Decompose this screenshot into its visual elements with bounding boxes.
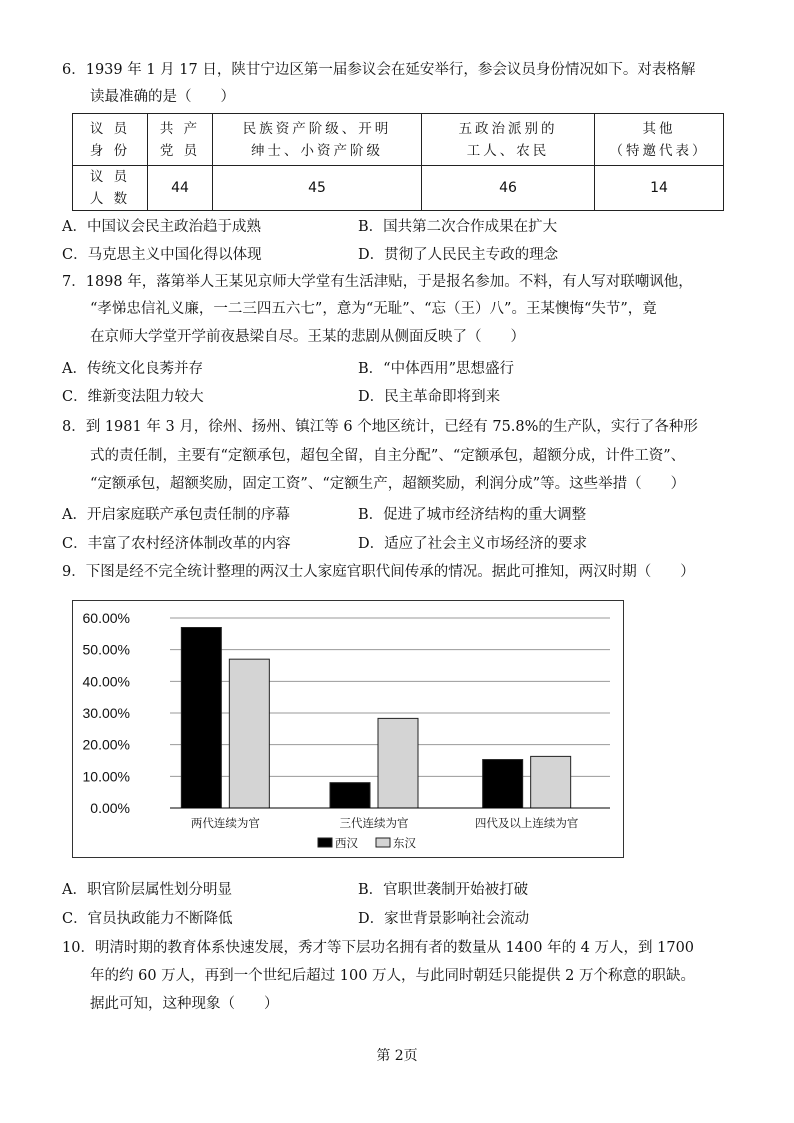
- y-tick-label: 30.00%: [82, 705, 130, 721]
- q6-option-b: B．国共第二次合作成果在扩大: [358, 219, 558, 235]
- q7-option-a: A．传统文化良莠并存: [62, 361, 203, 377]
- table-header-cell: 共 产 党 员: [148, 114, 213, 166]
- q7-stem-line1: 7．1898 年，落第举人王某见京师大学堂有生活津贴，于是报名参加。不料，有人写对联嘲讽他，: [62, 274, 693, 290]
- q9-option-d: D．家世背景影响社会流动: [358, 911, 530, 927]
- q6-stem-line2: 读最准确的是（ ）: [90, 89, 235, 105]
- legend-label: 东汉: [393, 836, 416, 850]
- q8-stem-line3: “定额承包，超额奖励，固定工资”、“定额生产，超额奖励，利润分成”等。这些举措（ ）: [90, 476, 686, 492]
- x-tick-label: 三代连续为官: [339, 816, 409, 830]
- q10-stem-line2: 年的约 60 万人，再到一个世纪后超过 100 万人，与此同时朝廷只能提供 2 万个称意的职缺。: [90, 968, 696, 984]
- bar-东汉-两代连续为官: [229, 659, 269, 808]
- q6-option-d: D．贯彻了人民民主专政的理念: [358, 247, 559, 263]
- y-tick-label: 50.00%: [82, 641, 130, 658]
- y-tick-label: 20.00%: [82, 736, 130, 753]
- x-tick-label: 两代连续为官: [190, 816, 260, 830]
- q9-stem-line1: 9．下图是经不完全统计整理的两汉士人家庭官职代间传承的情况。据此可推知，两汉时期（ ）: [62, 564, 695, 580]
- x-tick-label: 四代及以上连续为官: [474, 816, 579, 830]
- q9-option-b: B．官职世袭制开始被打破: [358, 882, 529, 898]
- q9-option-a: A．职官阶层属性划分明显: [62, 882, 232, 898]
- bar-西汉-四代及以上连续为官: [483, 760, 523, 808]
- table-cell: 46: [422, 166, 595, 211]
- q7-option-d: D．民主革命即将到来: [358, 389, 501, 405]
- legend-swatch: [376, 838, 390, 847]
- y-tick-label: 10.00%: [82, 768, 130, 785]
- q6-table: [72, 113, 724, 211]
- q10-stem-line3: 据此可知，这种现象（ ）: [90, 996, 279, 1012]
- legend-swatch: [318, 838, 332, 847]
- q7-stem-line3: 在京师大学堂开学前夜悬梁自尽。王某的悲剧从侧面反映了（ ）: [90, 329, 525, 345]
- q8-option-c: C．丰富了农村经济体制改革的内容: [62, 536, 291, 552]
- table-header-cell: 民族资产阶级、开明 绅士、小资产阶级: [213, 114, 422, 166]
- bar-西汉-两代连续为官: [181, 628, 221, 809]
- q6-option-a: A．中国议会民主政治趋于成熟: [62, 219, 261, 235]
- q8-stem-line2: 式的责任制，主要有“定额承包，超包全留，自主分配”、“定额承包，超额分成，计件工资”、: [90, 448, 686, 464]
- q8-stem-line1: 8．到 1981 年 3 月，徐州、扬州、镇江等 6 个地区统计，已经有 75.8%的生产队，实行了各种形: [62, 419, 698, 435]
- q7-option-b: B．“中体西用”思想盛行: [358, 361, 514, 377]
- q7-stem-line2: “孝悌忠信礼义廉，一二三四五六七”，意为“无耻”、“忘（王）八”。王某懊悔“失节”，竟: [90, 301, 657, 317]
- bar-chart: [72, 600, 624, 858]
- page-number: 第 2页: [376, 1048, 418, 1064]
- q8-option-b: B．促进了城市经济结构的重大调整: [358, 507, 587, 523]
- q8-option-d: D．适应了社会主义市场经济的要求: [358, 536, 588, 552]
- bar-东汉-四代及以上连续为官: [531, 756, 571, 808]
- q6-stem-line1: 6．1939 年 1 月 17 日，陕甘宁边区第一届参议会在延安举行，参会议员身份情况如下。对表格解: [62, 62, 696, 78]
- q7-option-c: C．维新变法阻力较大: [62, 389, 204, 405]
- table-row-label: 议 员 人 数: [73, 166, 148, 211]
- legend-label: 西汉: [335, 836, 358, 850]
- bar-东汉-三代连续为官: [378, 718, 418, 808]
- y-tick-label: 0.00%: [90, 800, 130, 816]
- table-header-cell: 五政治派别的 工人、农民: [422, 114, 595, 166]
- table-header-cell: 议 员 身 份: [73, 114, 148, 166]
- table-cell: 45: [213, 166, 422, 211]
- y-tick-label: 60.00%: [82, 610, 130, 626]
- q8-option-a: A．开启家庭联产承包责任制的序幕: [62, 507, 290, 523]
- q10-stem-line1: 10．明清时期的教育体系快速发展，秀才等下层功名拥有者的数量从 1400 年的 4 万人，到 1700: [62, 940, 695, 956]
- q9-option-c: C．官员执政能力不断降低: [62, 911, 233, 927]
- q6-option-c: C．马克思主义中国化得以体现: [62, 247, 262, 263]
- table-header-cell: 其他 （特邀代表）: [595, 114, 724, 166]
- table-cell: 44: [148, 166, 213, 211]
- table-cell: 14: [595, 166, 724, 211]
- bar-西汉-三代连续为官: [330, 783, 370, 808]
- y-tick-label: 40.00%: [82, 673, 130, 690]
